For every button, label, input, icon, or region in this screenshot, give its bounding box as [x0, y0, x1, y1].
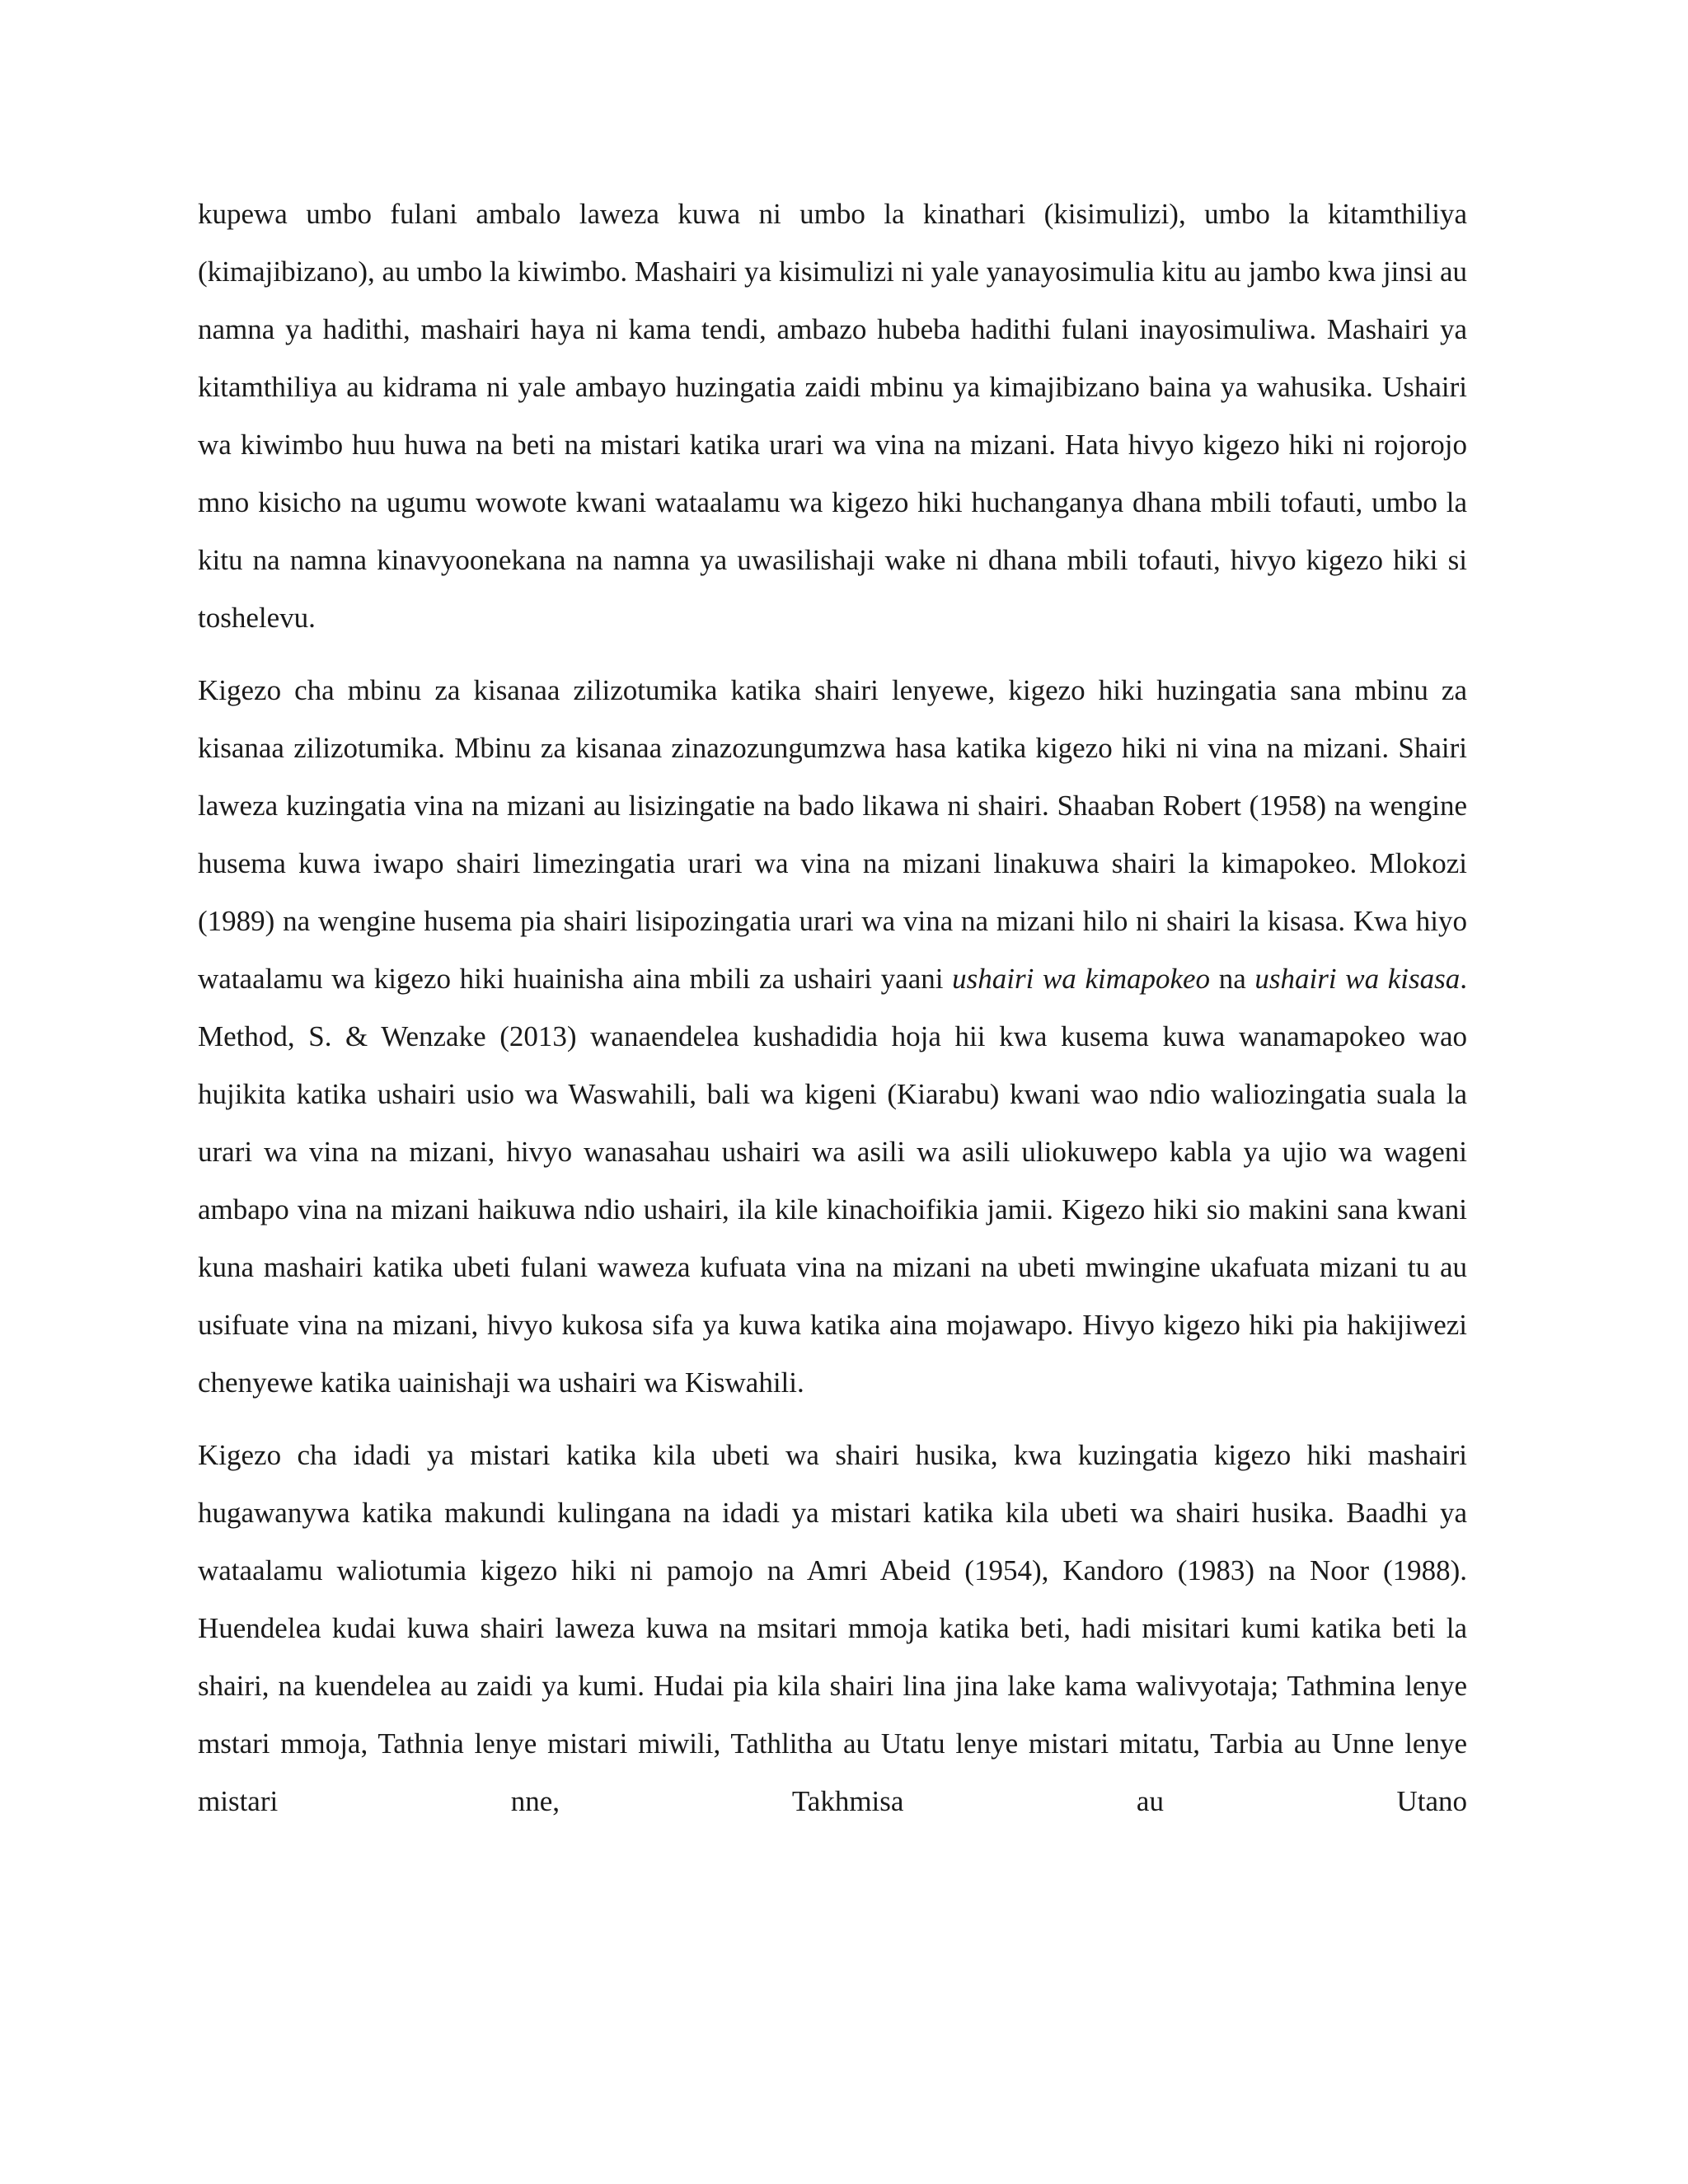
document-page	[198, 185, 1467, 1845]
paragraph	[198, 662, 1467, 1412]
paragraph-text: na	[1210, 963, 1255, 995]
paragraph-text: Kigezo cha idadi ya mistari katika kila ubeti wa shairi husika, kwa kuzingatia kigezo hiki mashairi hugawanywa katika makundi kulingana na idadi ya mistari katika kila ubeti wa shairi husika. Baadhi ya wataalamu waliotumia kigezo hiki ni pamojo na Amri Abeid (1954), Kandoro (1983) na Noor (1988). Huendelea kudai kuwa shairi laweza kuwa na msitari mmoja katika beti, hadi misitari kumi katika beti la shairi, na kuendelea au zaidi ya kumi. Hudai pia kila shairi lina jina lake kama walivyotaja; Tathmina lenye mstari mmoja, Tathnia lenye mistari miwili, Tathlitha au Utatu lenye mistari mitatu, Tarbia au Unne lenye mistari nne, Takhmisa au Utano	[198, 1439, 1467, 1817]
paragraph-text: . Method, S. & Wenzake (2013) wanaendelea kushadidia hoja hii kwa kusema kuwa wanamapokeo wao hujikita katika ushairi usio wa Waswahili, bali wa kigeni (Kiarabu) kwani wao ndio waliozingatia suala la urari wa vina na mizani, hivyo wanasahau ushairi wa asili wa asili uliokuwepo kabla ya ujio wa wageni ambapo vina na mizani haikuwa ndio ushairi, ila kile kinachoifikia jamii. Kigezo hiki sio makini sana kwani kuna mashairi katika ubeti fulani waweza kufuata vina na mizani na ubeti mwingine ukafuata mizani tu au usifuate vina na mizani, hivyo kukosa sifa ya kuwa katika aina mojawapo. Hivyo kigezo hiki pia hakijiwezi chenyewe katika uainishaji wa ushairi wa Kiswahili.	[198, 963, 1467, 1399]
paragraph	[198, 185, 1467, 647]
paragraph-text: Kigezo cha mbinu za kisanaa zilizotumika katika shairi lenyewe, kigezo hiki huzingatia sana mbinu za kisanaa zilizotumika. Mbinu za kisanaa zinazozungumzwa hasa katika kigezo hiki ni vina na mizani. Shairi laweza kuzingatia vina na mizani au lisizingatie na bado likawa ni shairi. Shaaban Robert (1958) na wengine husema kuwa iwapo shairi limezingatia urari wa vina na mizani linakuwa shairi la kimapokeo. Mlokozi (1989) na wengine husema pia shairi lisipozingatia urari wa vina na mizani hilo ni shairi la kisasa. Kwa hiyo wataalamu wa kigezo hiki huainisha aina mbili za ushairi yaani	[198, 674, 1467, 995]
italic-term: ushairi wa kimapokeo	[952, 963, 1211, 995]
italic-term: ushairi wa kisasa	[1254, 963, 1461, 995]
paragraph	[198, 1427, 1467, 1830]
paragraph-text: kupewa umbo fulani ambalo laweza kuwa ni umbo la kinathari (kisimulizi), umbo la kitamthiliya (kimajibizano), au umbo la kiwimbo. Mashairi ya kisimulizi ni yale yanayosimulia kitu au jambo kwa jinsi au namna ya hadithi, mashairi haya ni kama tendi, ambazo hubeba hadithi fulani inayosimuliwa. Mashairi ya kitamthiliya au kidrama ni yale ambayo huzingatia zaidi mbinu ya kimajibizano baina ya wahusika. Ushairi wa kiwimbo huu huwa na beti na mistari katika urari wa vina na mizani. Hata hivyo kigezo hiki ni rojorojo mno kisicho na ugumu wowote kwani wataalamu wa kigezo hiki huchanganya dhana mbili tofauti, umbo la kitu na namna kinavyoonekana na namna ya uwasilishaji wake ni dhana mbili tofauti, hivyo kigezo hiki si toshelevu.	[198, 198, 1467, 634]
